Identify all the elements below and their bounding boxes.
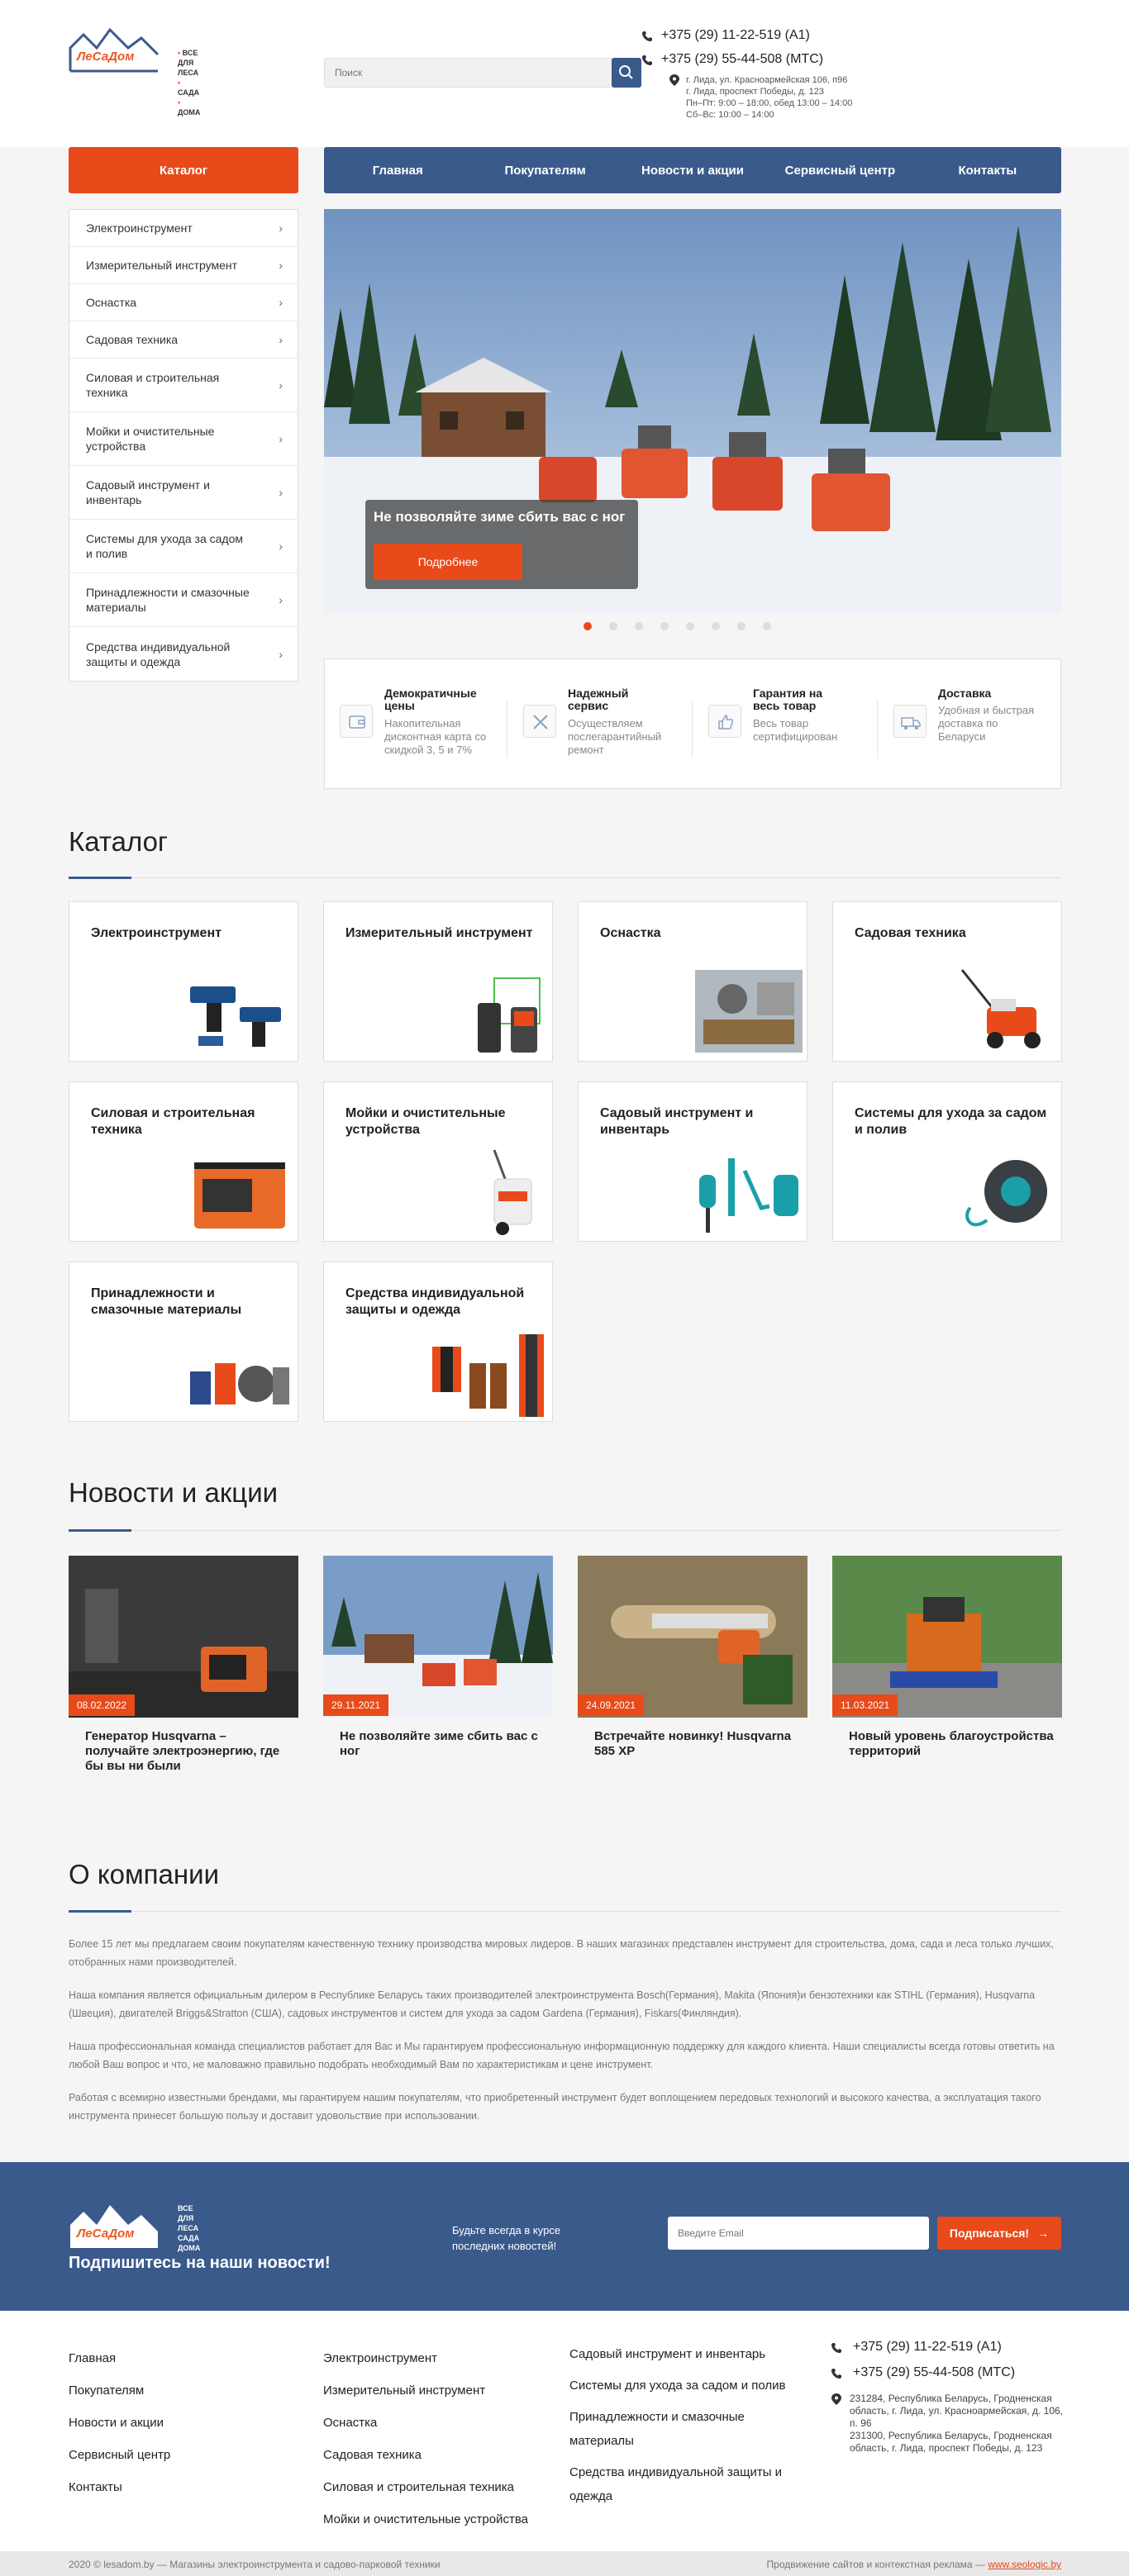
slider-dot[interactable] (712, 622, 720, 630)
slider-dot[interactable] (660, 622, 669, 630)
feature-item: Надежный сервис Осуществляем послегарантийный ремонт (508, 684, 674, 767)
news-image (578, 1556, 807, 1718)
phone-icon (641, 55, 653, 66)
footer-address: 231284, Республика Беларусь, Гродненская область, г. Лида, ул. Красноармейская, д. 106, п. 96 231300, Республика Беларусь, Гродненская область, г. Лида, проспект Победы, д. 123 (850, 2393, 1063, 2454)
news-image (323, 1556, 553, 1718)
sidebar-item[interactable]: Садовый инструмент и инвентарь › (69, 466, 298, 520)
news-card[interactable]: 11.03.2021 Новый уровень благоустройства территорий (832, 1556, 1062, 1787)
bottom-bar (0, 2551, 1129, 2576)
site-logo[interactable] (69, 23, 201, 116)
product-image (428, 1142, 552, 1241)
phone-icon (831, 2342, 842, 2354)
news-heading: Новости и акции (69, 1477, 279, 1508)
search-input[interactable] (324, 58, 613, 88)
main-nav (324, 147, 1061, 193)
catalog-card[interactable]: Электроинструмент (69, 901, 298, 1062)
search-icon (612, 58, 641, 88)
footer-link[interactable]: Садовый инструмент и инвентарь (569, 2347, 766, 2361)
catalog-card[interactable]: Мойки и очистительные устройства (323, 1081, 553, 1242)
header-phone-mts[interactable]: +375 (29) 55-44-508 (МТС) (661, 52, 824, 66)
copyright: 2020 © lesadom.by — Магазины электроинструмента и садово-парковой техники (69, 2559, 441, 2570)
catalog-menu-button[interactable]: Каталог (69, 147, 298, 193)
logo-house-icon (69, 2202, 160, 2250)
developer-credit: Продвижение сайтов и контекстная реклама — www.seologic.by (766, 2559, 1061, 2570)
phone-icon (641, 31, 653, 42)
slider-dot[interactable] (737, 622, 746, 630)
news-image (832, 1556, 1062, 1718)
product-image (428, 962, 552, 1061)
footer-col-3 (569, 2342, 809, 2508)
divider (69, 877, 1061, 878)
catalog-card[interactable]: Системы для ухода за садом и полив (832, 1081, 1062, 1242)
phone-icon (831, 2368, 842, 2379)
product-image (937, 1142, 1061, 1241)
catalog-card[interactable]: Средства индивидуальной защиты и одежда (323, 1262, 553, 1422)
feature-item: Гарантия на весь товар Весь товар сертифицирован (693, 684, 859, 767)
sidebar-item[interactable]: Садовая техника › (69, 321, 298, 359)
thumbs-up-icon (708, 705, 741, 738)
sidebar-item[interactable]: Системы для ухода за садом и полив › (69, 520, 298, 573)
nav-item-news[interactable]: Новости и акции (641, 163, 744, 178)
slide-more-button[interactable]: Подробнее (374, 544, 522, 580)
logo-tagline: • ВСЕ ДЛЯ ЛЕСА • САДА • ДОМА (178, 48, 200, 117)
sidebar-item[interactable]: Оснастка › (69, 284, 298, 321)
footer-col-2 (323, 2342, 528, 2536)
chevron-right-icon: › (279, 432, 283, 445)
footer-link[interactable]: Садовая техника (323, 2448, 422, 2462)
divider (69, 1911, 1061, 1912)
email-field[interactable] (668, 2217, 929, 2250)
footer-link[interactable]: Оснастка (323, 2416, 378, 2430)
footer-link[interactable]: Новости и акции (69, 2416, 164, 2430)
features-block (324, 658, 1061, 789)
header-phone-a1[interactable]: +375 (29) 11-22-519 (А1) (661, 28, 810, 42)
product-image (683, 1142, 807, 1241)
heading-underline (69, 877, 131, 879)
divider (69, 1530, 1061, 1531)
chevron-right-icon: › (279, 221, 283, 235)
slider-dots (584, 622, 771, 630)
footer-link[interactable]: Силовая и строительная техника (323, 2480, 515, 2494)
chevron-right-icon: › (279, 259, 283, 272)
tools-icon (523, 705, 556, 738)
catalog-card[interactable]: Силовая и строительная техника (69, 1081, 298, 1242)
arrow-right-icon: → (1037, 2227, 1050, 2240)
about-heading: О компании (69, 1859, 219, 1889)
chevron-right-icon: › (279, 647, 283, 661)
sidebar-item[interactable]: Мойки и очистительные устройства › (69, 412, 298, 466)
footer-link[interactable]: Главная (69, 2351, 117, 2365)
footer-col-1 (69, 2342, 170, 2503)
subscribe-button[interactable]: Подписаться! → (937, 2217, 1061, 2250)
slider-dot[interactable] (635, 622, 643, 630)
slide-title: Не позволяйте зиме сбить вас с ног (374, 509, 626, 525)
news-card[interactable]: 24.09.2021 Встречайте новинку! Husqvarna 585 XP (578, 1556, 807, 1787)
catalog-card[interactable]: Садовый инструмент и инвентарь (578, 1081, 807, 1242)
footer-link[interactable]: Системы для ухода за садом и полив (569, 2379, 786, 2393)
product-image (174, 962, 298, 1061)
footer-link[interactable]: Сервисный центр (69, 2448, 171, 2462)
footer-logo[interactable]: ЛеСаДом ВСЕ ДЛЯ ЛЕСА САДА ДОМА (69, 2202, 168, 2251)
product-image (174, 1142, 298, 1241)
chevron-right-icon: › (279, 539, 283, 553)
product-image (428, 1322, 552, 1421)
catalog-card[interactable]: Измерительный инструмент (323, 901, 553, 1062)
chevron-right-icon: › (279, 333, 283, 346)
developer-link[interactable]: www.seologic.by (988, 2559, 1061, 2570)
truck-icon (893, 705, 927, 738)
chevron-right-icon: › (279, 378, 283, 392)
news-image (69, 1556, 298, 1718)
location-pin-icon (831, 2393, 841, 2405)
about-text: Более 15 лет мы предлагаем своим покупателям качественную технику производства мировых лидеров. В наших магазинах представлен инструмент для строительства, дома, сада и леса только лучших, отобранных нами производителей. Наша компания является официальным дилером в Республике Беларусь таких производителей электроинструмента Bosch(Германия), Makita (Япония)и бензотехники как STIHL (Германия), Husqvarna (Швеция), двигателей Briggs&Stratton (США), садовых инструментов и систем для ухода за садом Gardena (Германия), Fiskars(Финляндия). Наша профессиональная команда специалистов работает для Вас и Мы гарантируем профессиональную информационную поддержку для каждого клиента. Наши специалисты всегда готовы ответить на любой Ваш вопрос и что, не маловажно правильно подобрать необходимый Вам по характеристикам и цене инструмент. Работая с всемирно известными брендами, мы гарантируем нашим покупателям, что приобретенный инструмент будет воплощением передовых технологий и высокого качества, а эксплуатация такого инструмента принесет большую пользу и доставит удовольствие при использовании. (69, 1938, 1055, 2122)
nav-item-contacts[interactable]: Контакты (958, 163, 1017, 178)
nav-item-home[interactable]: Главная (372, 163, 423, 178)
feature-item: Доставка Удобная и быстрая доставка по Беларуси (879, 684, 1044, 767)
slider-dot[interactable] (609, 622, 617, 630)
catalog-heading: Каталог (69, 826, 168, 857)
sidebar-item[interactable]: Электроинструмент › (69, 210, 298, 247)
slider-dot[interactable] (763, 622, 771, 630)
catalog-card[interactable]: Оснастка (578, 901, 807, 1062)
feature-item: Демократичные цены Накопительная дисконтная карта со скидкой 3, 5 и 7% (325, 684, 490, 767)
header-address: г. Лида, ул. Красноармейская 106, п96 г. Лида, проспект Победы, д. 123 Пн–Пт: 9:00 – 18:00, обед 13:00 – 14:00 Сб–Вс: 10:00 – 14:00 (686, 75, 853, 120)
logo-name: ЛеСаДом (77, 50, 135, 64)
nav-item-customers[interactable]: Покупателям (504, 163, 586, 178)
slider-dot[interactable] (686, 622, 694, 630)
chevron-right-icon: › (279, 296, 283, 309)
catalog-card[interactable]: Принадлежности и смазочные материалы (69, 1262, 298, 1422)
wallet-icon (340, 705, 373, 738)
footer-link[interactable]: Мойки и очистительные устройства (323, 2512, 528, 2526)
news-card[interactable]: 08.02.2022 Генератор Husqvarna – получайте электроэнергию, где бы вы ни были (69, 1556, 298, 1787)
product-image (937, 962, 1061, 1061)
footer-link[interactable]: Измерительный инструмент (323, 2384, 486, 2398)
sidebar-item[interactable]: Принадлежности и смазочные материалы › (69, 573, 298, 627)
sidebar-item[interactable]: Силовая и строительная техника › (69, 359, 298, 412)
subscribe-text: Будьте всегда в курсе последних новостей! (452, 2224, 561, 2252)
sidebar-item[interactable]: Измерительный инструмент › (69, 247, 298, 284)
footer-link[interactable]: Принадлежности и смазочные материалы (569, 2410, 745, 2448)
footer-link[interactable]: Контакты (69, 2480, 122, 2494)
search-button[interactable] (612, 58, 641, 88)
chevron-right-icon: › (279, 593, 283, 606)
sidebar-item[interactable]: Средства индивидуальной защиты и одежда › (86, 639, 283, 668)
product-image (683, 962, 807, 1061)
heading-underline (69, 1529, 131, 1532)
footer-phone-mts[interactable]: +375 (29) 55-44-508 (МТС) (853, 2365, 1016, 2379)
catalog-sidebar (69, 209, 298, 682)
heading-underline (69, 1910, 131, 1913)
footer-phone-a1[interactable]: +375 (29) 11-22-519 (А1) (853, 2340, 1002, 2354)
subscribe-title: Подпишитесь на наши новости! (69, 2254, 331, 2272)
footer-link[interactable]: Средства индивидуальной защиты и одежда (569, 2465, 783, 2503)
catalog-card[interactable]: Садовая техника (832, 901, 1062, 1062)
news-card[interactable]: 29.11.2021 Не позволяйте зиме сбить вас с ног (323, 1556, 553, 1787)
nav-item-service[interactable]: Сервисный центр (784, 163, 896, 178)
footer-link[interactable]: Покупателям (69, 2384, 145, 2398)
chevron-right-icon: › (279, 486, 283, 499)
location-pin-icon (669, 74, 679, 86)
slider-dot[interactable] (584, 622, 592, 630)
product-image (174, 1322, 298, 1421)
footer-link[interactable]: Электроинструмент (323, 2351, 438, 2365)
